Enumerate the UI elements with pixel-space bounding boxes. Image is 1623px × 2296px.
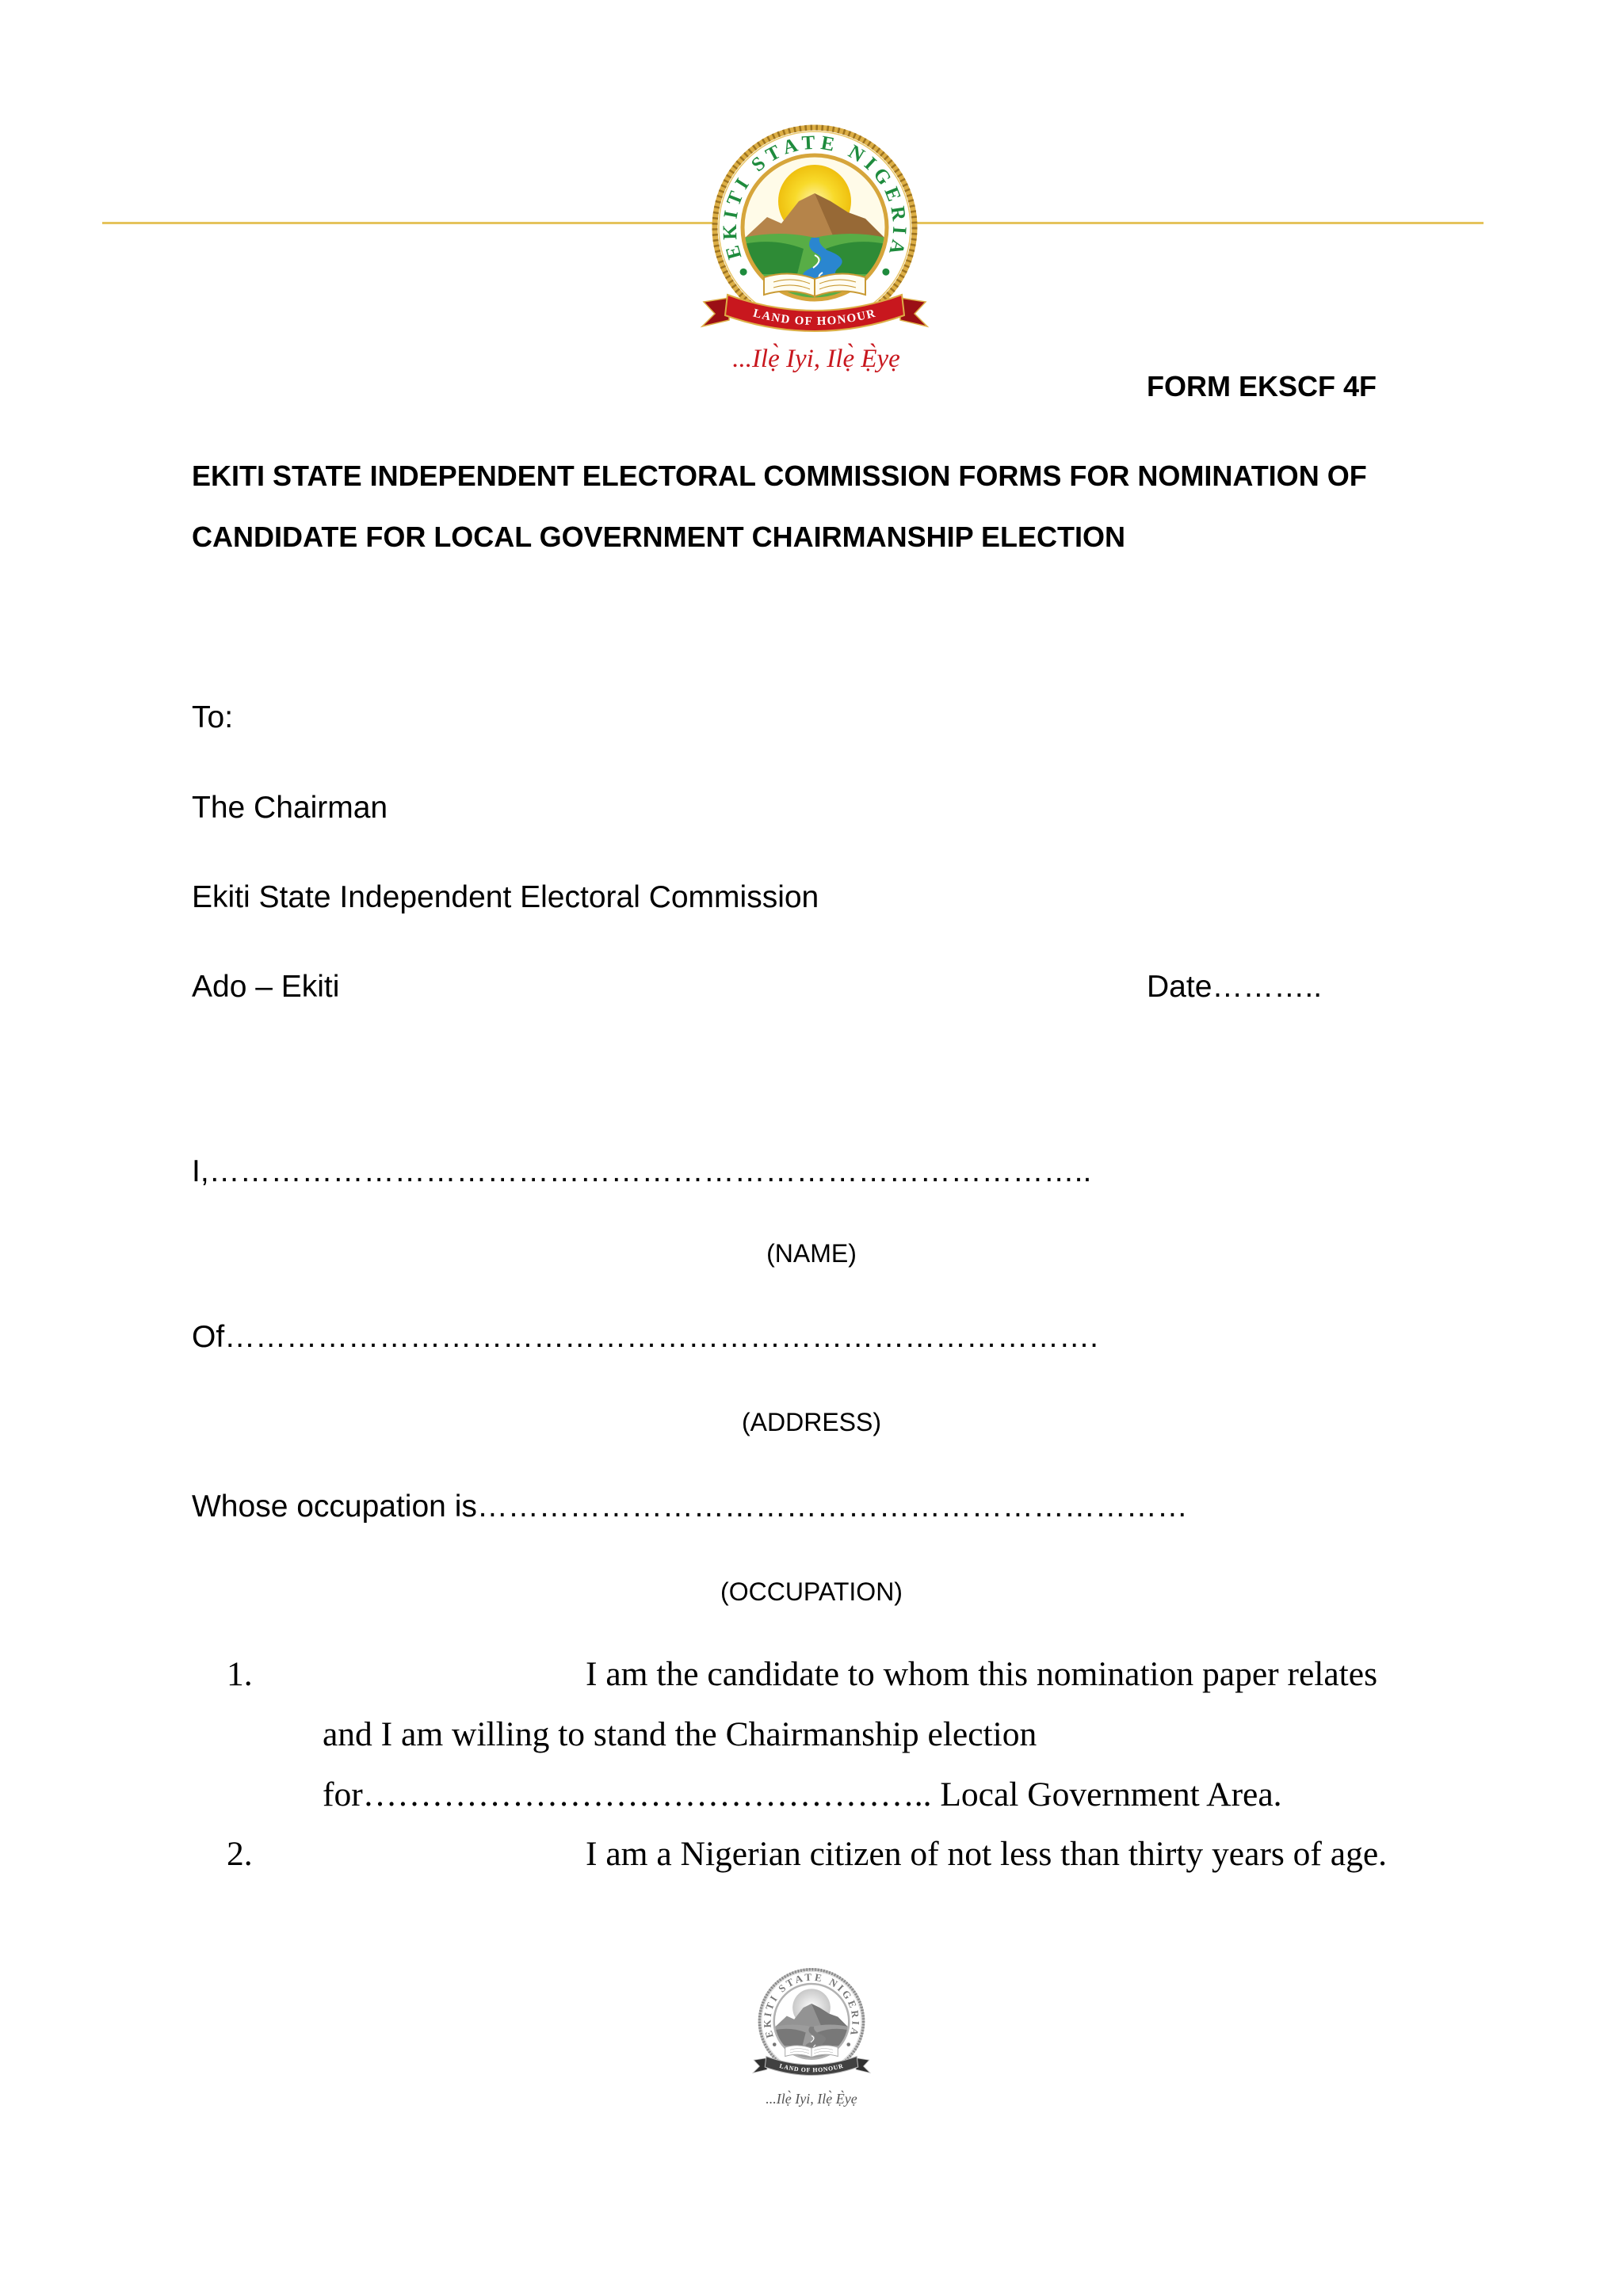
footer-seal-logo (750, 1965, 873, 2085)
name-caption: (NAME) (766, 1239, 857, 1268)
ekiti-state-seal-logo (696, 119, 934, 350)
recipient-organization: Ekiti State Independent Electoral Commission (192, 880, 819, 914)
declaration-text (323, 1824, 1387, 1884)
declaration-number: 1. (227, 1655, 253, 1693)
occupation-caption: (OCCUPATION) (720, 1577, 903, 1606)
declaration-text (323, 1644, 1377, 1825)
form-code: FORM EKSCF 4F (1147, 370, 1377, 402)
recipient: The Chairman (192, 791, 388, 825)
address-field-line: Of…………………………………………………………………………. (192, 1320, 1099, 1354)
date-field: Date……….. (1147, 970, 1323, 1004)
name-field-line: I,………………………………………………………………………….. (192, 1154, 1092, 1188)
footer-seal-motto: ...Ilẹ̀ Iyi, Ilẹ̀ Ẹ̀yẹ (766, 2091, 857, 2107)
declaration-line: for………………………………………….. Local Government Area. (323, 1775, 1282, 1814)
declaration-number: 2. (227, 1835, 253, 1873)
salutation: To: (192, 700, 234, 734)
address-caption: (ADDRESS) (741, 1408, 881, 1436)
seal-graphic (702, 128, 927, 331)
recipient-city: Ado – Ekiti (192, 970, 340, 1004)
declaration-line: I am a Nigerian citizen of not less than thirty years of age. (586, 1835, 1388, 1873)
form-title-line-1: EKITI STATE INDEPENDENT ELECTORAL COMMISSION FORMS FOR NOMINATION OF (192, 460, 1367, 492)
declaration-line: I am the candidate to whom this nomination paper relates (586, 1655, 1377, 1693)
seal-motto: ...Ilẹ̀ Iyi, Ilẹ̀ Ẹ̀yẹ (732, 345, 900, 373)
footer-seal-graphic (753, 1970, 870, 2076)
declaration-line: and I am willing to stand the Chairmanship election (323, 1715, 1037, 1753)
form-title-line-2: CANDIDATE FOR LOCAL GOVERNMENT CHAIRMANSHIP ELECTION (192, 521, 1126, 553)
occupation-field-line: Whose occupation is…………………………………………………………… (192, 1489, 1188, 1524)
